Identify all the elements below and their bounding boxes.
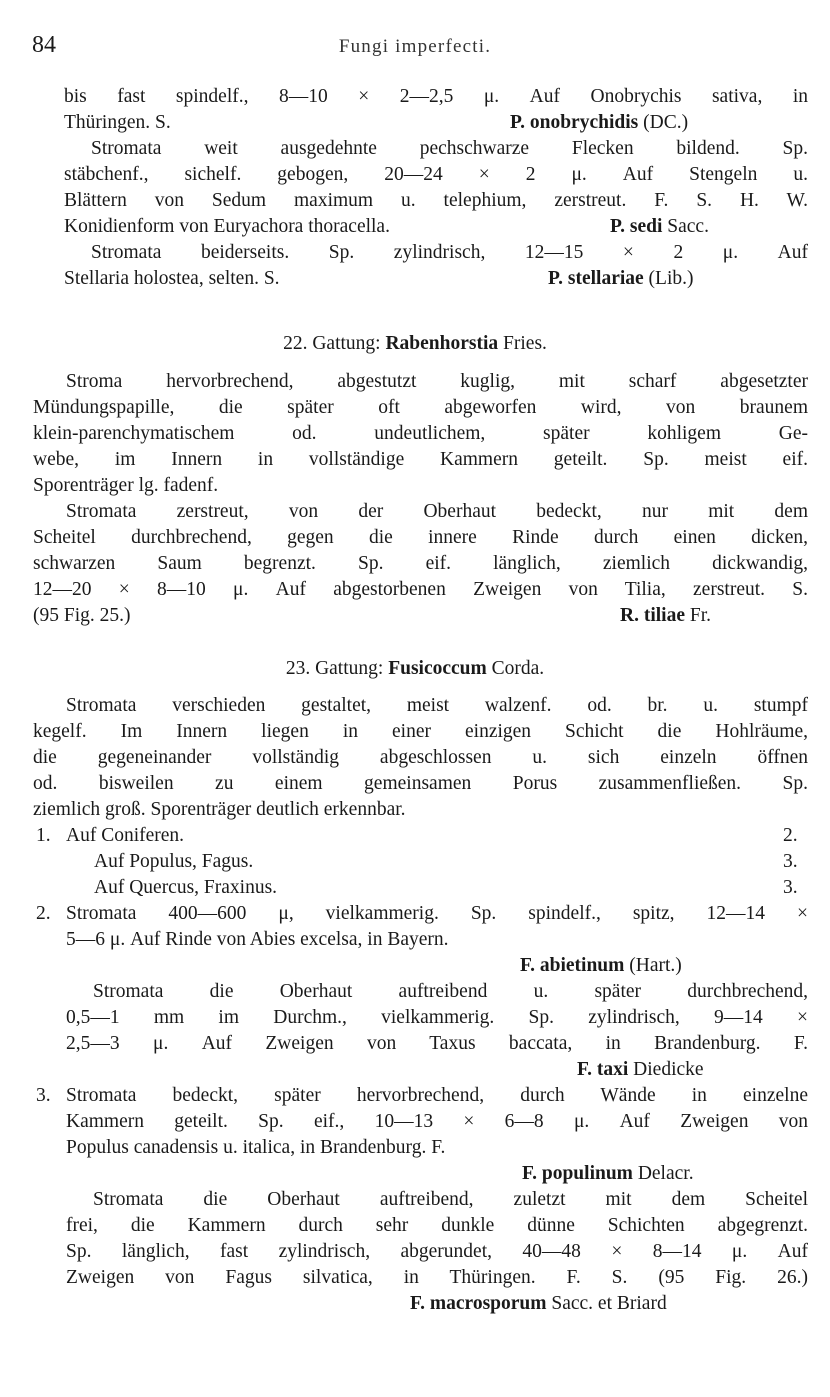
species-author: (DC.) (643, 112, 689, 133)
text-line (64, 266, 808, 292)
species-author: (Lib.) (648, 268, 694, 289)
text-fragment: (95 Fig. 25.) (33, 605, 131, 626)
species-author: (Hart.) (629, 955, 682, 976)
text-line (33, 603, 808, 629)
species-name-bold: P. onobrychidis (510, 112, 639, 133)
text-line: Sp. länglich, fast zylindrisch, abgerundet, 40—48 × 8—14 μ. Auf (66, 1241, 808, 1262)
text-line: Stromata verschieden gestaltet, meist walzenf. od. br. u. stumpf (66, 695, 808, 716)
key-ref: 2. (783, 825, 798, 846)
text-line: od. bisweilen zu einem gemeinsamen Porus zusammenfließen. Sp. (33, 773, 808, 794)
text-line: 5—6 μ. Auf Rinde von Abies excelsa, in Bayern. (66, 929, 449, 950)
text-line: Stromata weit ausgedehnte pechschwarze Flecken bildend. Sp. (91, 138, 808, 159)
species-name-bold: F. taxi (577, 1059, 629, 1080)
text-line: Stromata bedeckt, später hervorbrechend, durch Wände in einzelne (66, 1085, 808, 1106)
text-line: Sporenträger lg. fadenf. (33, 475, 219, 496)
species-name (548, 266, 694, 292)
key-text: Auf Populus, Fagus. (94, 851, 254, 872)
text-line: Populus canadensis u. italica, in Brandenburg. F. (66, 1137, 446, 1158)
text-line: Stromata 400—600 μ, vielkammerig. Sp. spindelf., spitz, 12—14 × (66, 903, 808, 924)
text-line: schwarzen Saum begrenzt. Sp. eif. länglich, ziemlich dickwandig, (33, 553, 808, 574)
species-name (410, 1291, 810, 1317)
species-name (510, 110, 688, 136)
text-line: Kammern geteilt. Sp. eif., 10—13 × 6—8 μ. Auf Zweigen von (66, 1111, 808, 1132)
genus-author: Fries. (503, 333, 547, 354)
text-line (64, 110, 808, 136)
species-name-bold: F. populinum (522, 1163, 633, 1184)
genus-heading (0, 331, 830, 357)
text-fragment: Stellaria holostea, selten. S. (64, 268, 280, 289)
text-line: webe, im Innern in vollständige Kammern geteilt. Sp. meist eif. (33, 449, 808, 470)
species-author: Sacc. (667, 216, 709, 237)
text-line: die gegeneinander vollständig abgeschlossen u. sich einzeln öffnen (33, 747, 808, 768)
key-number: 1. (36, 825, 51, 846)
text-line: Stromata beiderseits. Sp. zylindrisch, 12—15 × 2 μ. Auf (91, 242, 808, 263)
species-name-bold: R. tiliae (620, 605, 685, 626)
species-name (522, 1161, 810, 1187)
running-head: Fungi imperfecti. (338, 36, 492, 57)
species-name-bold: P. stellariae (548, 268, 644, 289)
text-line: Stromata zerstreut, von der Oberhaut bedeckt, nur mit dem (66, 501, 808, 522)
text-line: Blättern von Sedum maximum u. telephium, zerstreut. F. S. H. W. (64, 190, 808, 211)
key-number: 3. (36, 1085, 51, 1106)
genus-heading-prefix: 23. Gattung: (285, 658, 384, 679)
text-line: Stromata die Oberhaut auftreibend u. später durchbrechend, (93, 981, 808, 1002)
genus-author: Corda. (491, 658, 545, 679)
page-number: 84 (32, 32, 56, 58)
species-author: Fr. (689, 605, 711, 626)
species-name (520, 953, 810, 979)
text-line: Zweigen von Fagus silvatica, in Thüringen. F. S. (95 Fig. 26.) (66, 1267, 808, 1288)
species-author: Sacc. et Briard (551, 1293, 667, 1314)
genus-heading-prefix: 22. Gattung: (283, 333, 381, 354)
text-fragment: Konidienform von Euryachora thoracella. (64, 216, 390, 237)
species-name (620, 603, 711, 629)
key-ref: 3. (783, 877, 798, 898)
text-line: Mündungspapille, die später oft abgeworfen wird, von braunem (33, 397, 808, 418)
text-line: 12—20 × 8—10 μ. Auf abgestorbenen Zweigen von Tilia, zerstreut. S. (33, 579, 808, 600)
text-line: bis fast spindelf., 8—10 × 2—2,5 μ. Auf Onobrychis sativa, in (64, 86, 808, 107)
key-text: Auf Quercus, Fraxinus. (94, 877, 278, 898)
genus-name: Rabenhorstia (385, 333, 499, 354)
text-line (64, 214, 808, 240)
text-line: kegelf. Im Innern liegen in einer einzigen Schicht die Hohlräume, (33, 721, 808, 742)
text-line: stäbchenf., sichelf. gebogen, 20—24 × 2 μ. Auf Stengeln u. (64, 164, 808, 185)
text-line: Stroma hervorbrechend, abgestutzt kuglig, mit scharf abgesetzter (66, 371, 808, 392)
key-ref: 3. (783, 851, 798, 872)
species-name-bold: F. macrosporum (410, 1293, 547, 1314)
species-author: Delacr. (637, 1163, 694, 1184)
species-name-bold: P. sedi (610, 216, 663, 237)
key-text: Auf Coniferen. (66, 825, 185, 846)
text-line: klein-parenchymatischem od. undeutlichem, später kohligem Ge- (33, 423, 808, 444)
text-line: 0,5—1 mm im Durchm., vielkammerig. Sp. zylindrisch, 9—14 × (66, 1007, 808, 1028)
genus-heading (0, 656, 830, 682)
text-line: 2,5—3 μ. Auf Zweigen von Taxus baccata, in Brandenburg. F. (66, 1033, 808, 1054)
species-name (610, 214, 709, 240)
text-line: Stromata die Oberhaut auftreibend, zuletzt mit dem Scheitel (93, 1189, 808, 1210)
species-author: Diedicke (633, 1059, 704, 1080)
genus-name: Fusicoccum (388, 658, 487, 679)
key-number: 2. (36, 903, 51, 924)
text-line: frei, die Kammern durch sehr dunkle dünne Schichten abgegrenzt. (66, 1215, 808, 1236)
species-name (577, 1057, 810, 1083)
text-line: ziemlich groß. Sporenträger deutlich erkennbar. (33, 799, 406, 820)
text-line: Scheitel durchbrechend, gegen die innere Rinde durch einen dicken, (33, 527, 808, 548)
species-name-bold: F. abietinum (520, 955, 625, 976)
text-fragment: Thüringen. S. (64, 112, 171, 133)
